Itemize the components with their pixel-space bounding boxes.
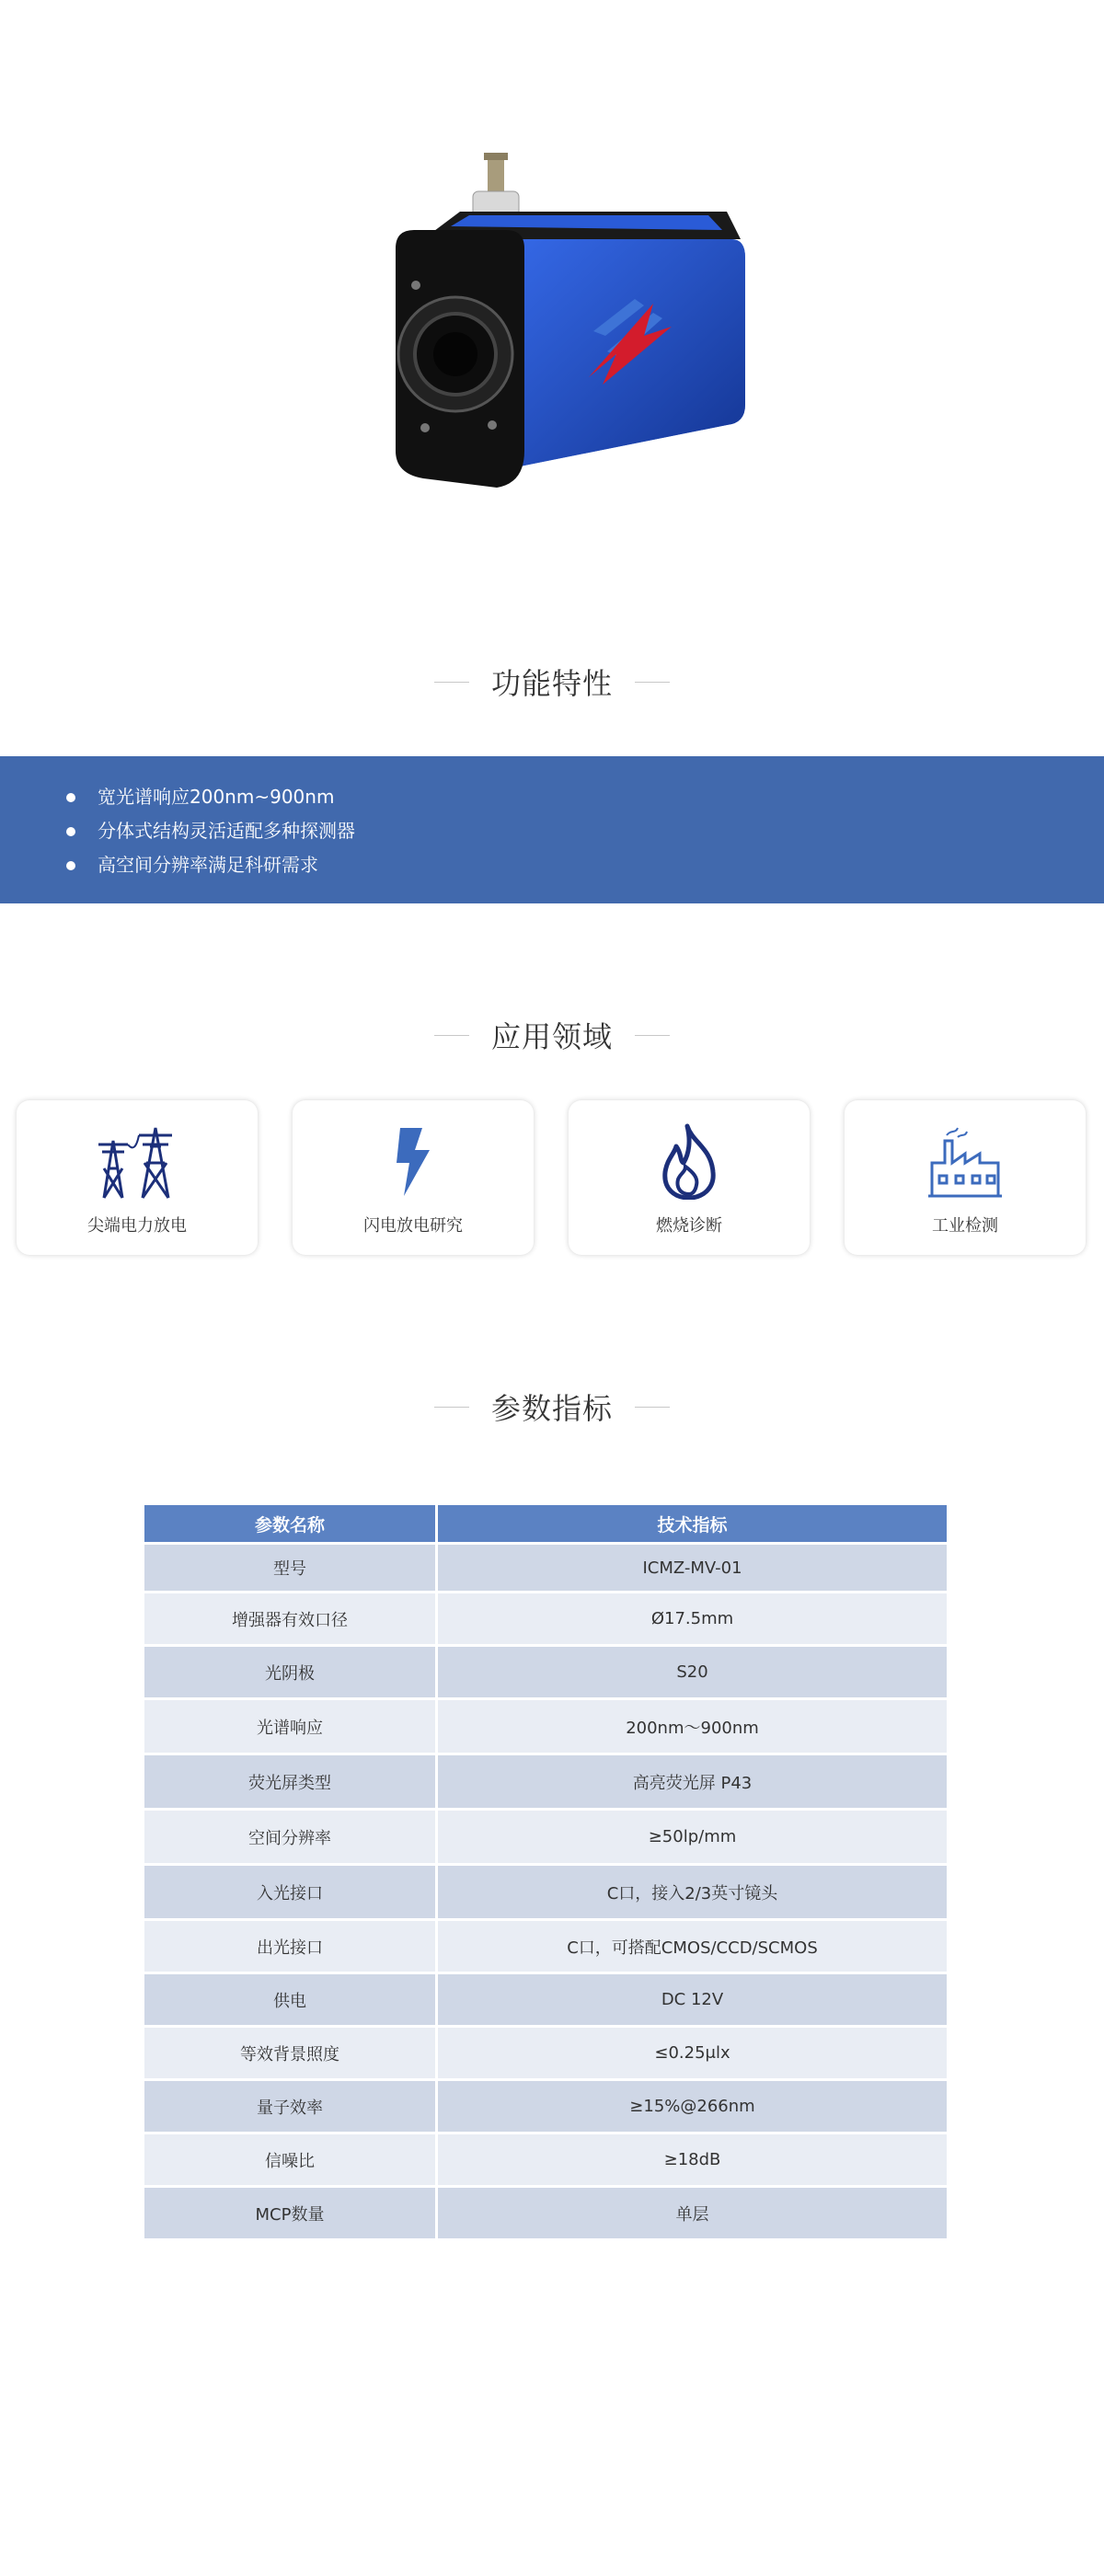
camera-product-image — [359, 138, 745, 524]
param-value-cell: C口，接入2/3英寸镜头 — [438, 1866, 947, 1918]
app-card-label: 闪电放电研究 — [363, 1216, 463, 1236]
app-card-power[interactable] — [17, 1100, 258, 1255]
table-row — [144, 1974, 947, 2025]
app-card-label: 尖端电力放电 — [87, 1216, 187, 1236]
param-name-cell: 入光接口 — [144, 1866, 438, 1918]
table-row — [144, 1811, 947, 1863]
param-name-cell: 等效背景照度 — [144, 2028, 438, 2078]
param-name-cell: 空间分辨率 — [144, 1811, 438, 1863]
table-header-value: 技术指标 — [438, 1505, 947, 1542]
param-name-cell: 荧光屏类型 — [144, 1755, 438, 1808]
flame-icon — [652, 1122, 726, 1200]
title-divider — [635, 1035, 670, 1036]
table-row — [144, 2028, 947, 2078]
applications-cards — [17, 1100, 1087, 1259]
params-table — [144, 1502, 947, 2241]
title-divider — [434, 1035, 469, 1036]
lightning-icon — [385, 1122, 441, 1200]
table-row — [144, 1545, 947, 1591]
table-header-name: 参数名称 — [144, 1505, 438, 1542]
param-name-cell: MCP数量 — [144, 2188, 438, 2238]
product-image-area — [0, 0, 1104, 589]
table-row — [144, 2134, 947, 2185]
features-list — [0, 756, 1104, 882]
param-value-cell: DC 12V — [438, 1974, 947, 2025]
app-card-label: 工业检测 — [932, 1216, 998, 1236]
app-card-lightning[interactable] — [293, 1100, 534, 1255]
table-row — [144, 1593, 947, 1644]
param-name-cell: 型号 — [144, 1545, 438, 1591]
app-card-industrial[interactable] — [845, 1100, 1086, 1255]
param-value-cell: ≥15%@266nm — [438, 2081, 947, 2132]
param-name-cell: 量子效率 — [144, 2081, 438, 2132]
features-title-text: 功能特性 — [490, 666, 613, 701]
params-title — [0, 1386, 1104, 1428]
table-row — [144, 1647, 947, 1697]
feature-item: 宽光谱响应200nm~900nm — [66, 780, 1104, 814]
param-name-cell: 光阴极 — [144, 1647, 438, 1697]
param-name-cell: 光谱响应 — [144, 1700, 438, 1753]
factory-icon — [926, 1122, 1004, 1200]
power-tower-icon — [95, 1122, 179, 1200]
table-row — [144, 2081, 947, 2132]
table-row — [144, 1755, 947, 1808]
param-value-cell: Ø17.5mm — [438, 1593, 947, 1644]
param-value-cell: 单层 — [438, 2188, 947, 2238]
table-row — [144, 1921, 947, 1972]
title-divider — [635, 682, 670, 683]
param-name-cell: 供电 — [144, 1974, 438, 2025]
param-value-cell: 高亮荧光屏 P43 — [438, 1755, 947, 1808]
param-name-cell: 信噪比 — [144, 2134, 438, 2185]
feature-item: 分体式结构灵活适配多种探测器 — [66, 814, 1104, 848]
param-value-cell: 200nm～900nm — [438, 1700, 947, 1753]
app-card-label: 燃烧诊断 — [656, 1216, 722, 1236]
param-name-cell: 增强器有效口径 — [144, 1593, 438, 1644]
param-value-cell: S20 — [438, 1647, 947, 1697]
applications-title-text: 应用领域 — [490, 1019, 613, 1054]
param-value-cell: C口，可搭配CMOS/CCD/SCMOS — [438, 1921, 947, 1972]
param-value-cell: ≥18dB — [438, 2134, 947, 2185]
features-band — [0, 756, 1104, 903]
app-card-combustion[interactable] — [569, 1100, 810, 1255]
param-value-cell: ≤0.25μlx — [438, 2028, 947, 2078]
title-divider — [434, 1407, 469, 1408]
params-title-text: 参数指标 — [490, 1391, 613, 1426]
param-value-cell: ICMZ-MV-01 — [438, 1545, 947, 1591]
table-row — [144, 1700, 947, 1753]
feature-item: 高空间分辨率满足科研需求 — [66, 848, 1104, 882]
param-value-cell: ≥50lp/mm — [438, 1811, 947, 1863]
features-title — [0, 661, 1104, 703]
table-row — [144, 1866, 947, 1918]
title-divider — [434, 682, 469, 683]
param-name-cell: 出光接口 — [144, 1921, 438, 1972]
table-header-row — [144, 1505, 947, 1542]
title-divider — [635, 1407, 670, 1408]
table-row — [144, 2188, 947, 2238]
applications-title — [0, 1014, 1104, 1056]
